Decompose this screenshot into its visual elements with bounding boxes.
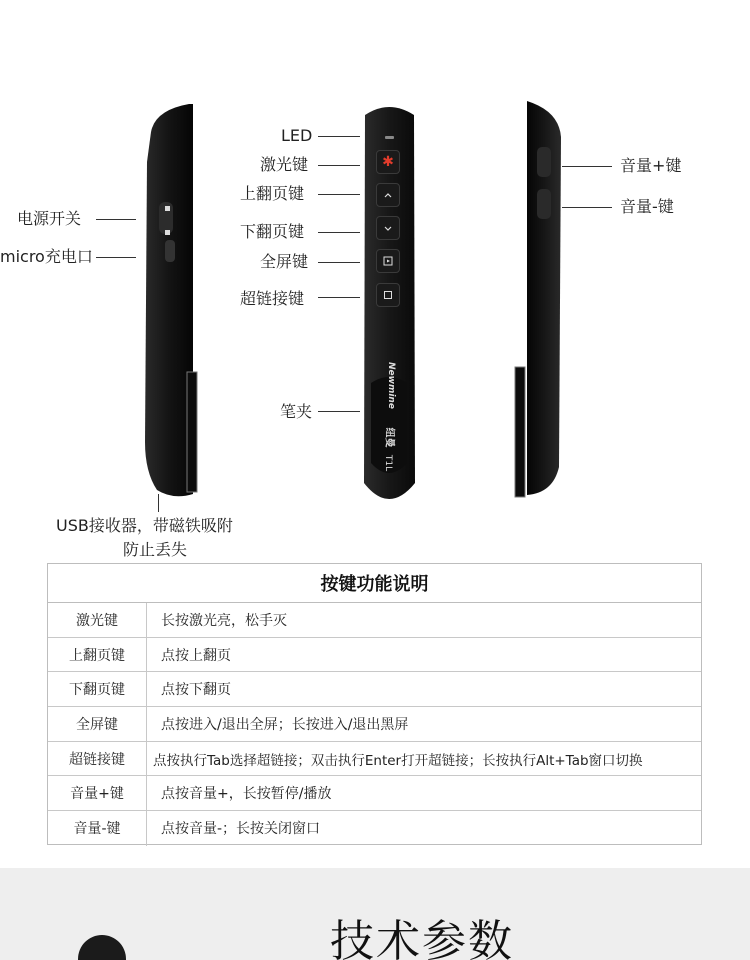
table-cell-desc: 点按上翻页 [161,647,231,664]
label-hyperlink: 超链接键 [240,289,305,308]
label-usb-receiver: USB接收器，带磁铁吸附 [56,516,233,535]
fullscreen-key [376,249,400,273]
leader-line [318,297,360,298]
leader-line-vertical [158,494,159,512]
table-cell-key: 全屏键 [48,707,147,741]
specs-title: 技术参数 [330,916,514,960]
label-clip: 笔夹 [280,402,313,421]
leader-line [562,207,612,208]
device-side-left-image [143,102,199,502]
table-cell-desc: 点按进入/退出全屏；长按进入/退出黑屏 [161,716,409,733]
laser-key [376,150,400,174]
table-cell-desc: 点按音量-；长按关闭窗口 [161,821,321,838]
table-cell-key: 下翻页键 [48,672,147,706]
table-row [48,776,701,811]
device-side-right-image [513,97,563,501]
device-brand-cn: 纽曼 [383,427,395,448]
hyperlink-key [376,283,400,307]
leader-line [318,194,360,195]
table-row [48,811,701,846]
table-cell-desc: 点按下翻页 [161,682,231,699]
chevron-up-icon [382,189,394,201]
label-led: LED [281,126,313,145]
table-title: 按键功能说明 [48,564,701,603]
label-volume-up: 音量+键 [620,156,682,175]
label-volume-down: 音量-键 [620,197,674,216]
table-cell-key: 音量+键 [48,776,147,810]
key-function-table [47,563,702,845]
leader-line [96,219,136,220]
table-cell-desc: 长按激光亮，松手灭 [161,612,287,629]
table-cell-key: 超链接键 [48,742,147,776]
play-box-icon [382,255,394,267]
page-up-key [376,183,400,207]
page-down-key [376,216,400,240]
label-page-down: 下翻页键 [240,222,305,241]
leader-line [96,257,136,258]
leader-line [318,232,360,233]
label-laser: 激光键 [260,155,309,174]
label-usb-receiver-note: 防止丢失 [123,540,188,559]
table-row [48,672,701,707]
label-fullscreen: 全屏键 [260,252,309,271]
leader-line [318,136,360,137]
chevron-down-icon [382,222,394,234]
table-row [48,603,701,638]
table-row [48,707,701,742]
table-cell-key: 上翻页键 [48,638,147,672]
table-cell-key: 音量-键 [48,811,147,846]
label-page-up: 上翻页键 [240,184,305,203]
leader-line [318,165,360,166]
label-micro-port: micro充电口 [0,247,93,266]
leader-line [318,411,360,412]
leader-line [318,262,360,263]
table-cell-desc: 点按音量+，长按暂停/播放 [161,786,332,803]
device-model: T1L [383,454,394,472]
square-icon [382,289,394,301]
table-cell-key: 激光键 [48,603,147,637]
leader-line [562,166,612,167]
table-row [48,742,701,777]
device-brand: Newmine [386,362,396,409]
laser-star-icon: ✱ [382,154,394,170]
label-power: 电源开关 [17,209,82,228]
table-row [48,638,701,673]
table-cell-desc: 点按执行Tab选择超链接；双击执行Enter打开超链接；长按执行Alt+Tab窗口切换 [153,752,643,769]
